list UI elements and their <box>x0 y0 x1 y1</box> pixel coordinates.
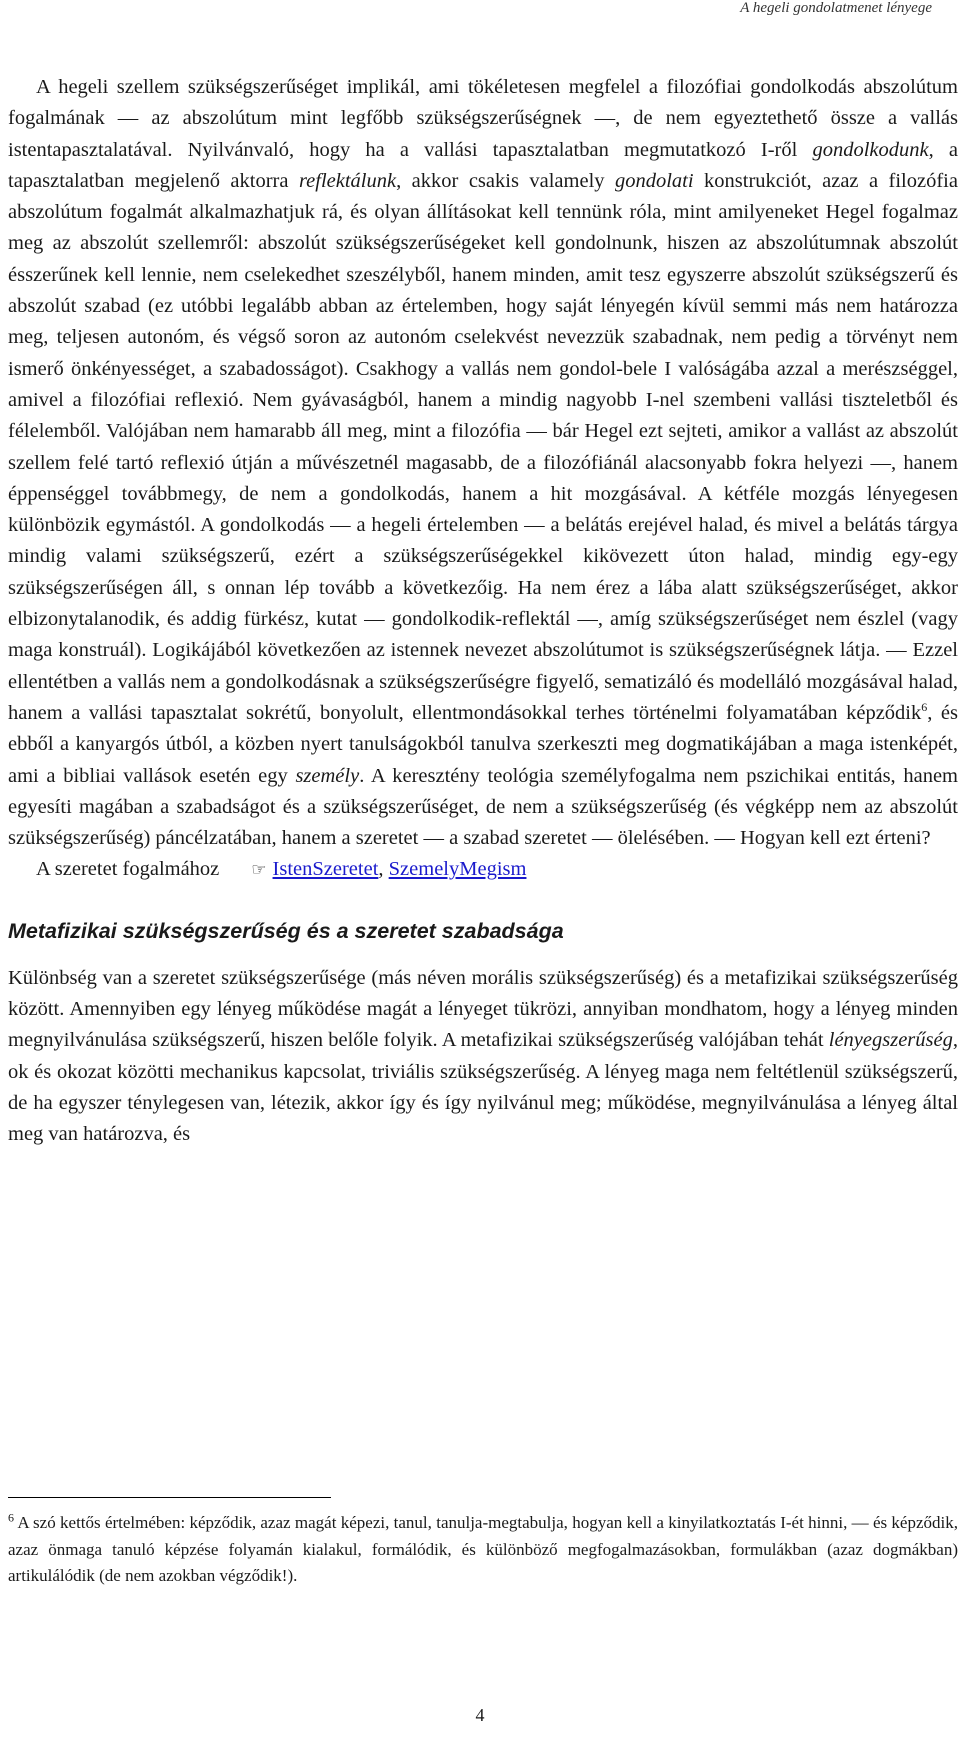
emphasis: reflektálunk <box>298 169 397 192</box>
page-number: 4 <box>475 1705 485 1725</box>
text-run: , a tapasztalatban megjelenő aktorra <box>8 138 958 192</box>
text-run: , és ebből a kanyargós útból, a közben nyert tanulságokból tanulva szerkeszti meg dogmatikájában a maga istenképét, ami a bibliai vallások esetén egy <box>8 701 959 787</box>
text-run: konstrukciót, azaz a filozófia abszolútum fogalmát alkalmazhatjuk rá, és olyan állításokat kell tennünk róla, mint amilyeneket Hegel fogalmaz meg az abszolút szellemről: abszolút szükségszerűségeket kell gondolnunk, hiszen az abszolútumnak abszolút ésszerűnek kell lennie, nem cselekedhet szeszélyből, hanem minden, amit tesz egyszerre abszolút szükségszerű és abszolút szabad (ez utóbbi legalább abban az értelemben, hogy saját lényegén kívül semmi más nem határozza meg, teljesen autonóm, és végső soron az autonóm cselekvést nevezzük szabadnak, nem pedig a törvényt nem ismerő önkényességet, a szabadosságot). Csakhogy a vallás nem gondol-bele I valóságába azzal a merészséggel, amivel a filozófiai reflexió. Nem gyávaságból, hanem a mindig nagyobb I-nel szembeni vallási tiszteletből és félelemből. Valójában nem hamarabb áll meg, mint a filozófia — bár Hegel ezt sejteti, amikor a vallást az abszolút szellem felé tartó reflexió útján a művészetnél magasabb, de a filozófiánál alacsonyabb fokra helyezi —, hanem éppenséggel továbbmegy, de nem a gondolkodás, hanem a hit mozgásával. A kétféle mozgás lényegesen különbözik egymástól. A gondolkodás — a hegeli értelemben — a belátás erejével halad, és mivel a belátás tárgya mindig valami szükségszerű, ezért a szükségszerűségekkel kikövezett úton halad, mindig egy-egy szükségszerűségen áll, s onnan lép tovább a következőig. Ha nem érez a lába alatt szükségszerűséget, akkor elbizonytalanodik, és addig fürkész, kutat — gondolkodik-reflektál —, amíg szükségszerűséget nem észlel (vagy maga konstruál). Logikájából következően az istennek nevezet abszolútumot is szükségszerűségnek látja. — Ezzel ellentétben a vallás nem a gondolkodásnak a szükségszerűségre figyelő, sematizáló és modelláló mozgásával halad, hanem a vallási tapasztalat sokrétű, bonyolult, ellentmondásokkal terhes történelmi folyamatában képződik <box>8 169 958 724</box>
text-run: A hegeli szellem szükségszerűséget implikál, ami tökéletesen megfelel a filozófiai gondolkodás abszolútum fogalmának — az abszolútum mint legfőbb szükségszerűségnek —, de nem egyeztethető össze a vallás istentapasztalatával. Nyilvánvaló, hogy ha a vallási tapasztalatban megmutatkozó I-ről <box>8 76 958 161</box>
footnote <box>8 1510 958 1590</box>
crossref-line <box>8 854 958 886</box>
main-content <box>8 72 958 1151</box>
paragraph-2 <box>8 963 958 1151</box>
paragraph-1 <box>8 72 958 854</box>
text-run: . A keresztény teológia személyfogalma nem pszichikai entitás, hanem egyesíti magában a szabadságot és a szükségszerűséget, de nem a szükségszerűség (és végképp nem az abszolút szükségszerűség) páncélzatában, hanem a szeretet — a szabad szeretet — ölelésében. — Hogyan kell ezt érteni? <box>8 764 958 850</box>
footnote-marker: 6 <box>8 1510 14 1525</box>
footnote-reference[interactable]: 6 <box>921 700 928 715</box>
running-header: A hegeli gondolatmenet lényege <box>740 0 932 16</box>
crossref-lead: A szeretet fogalmához <box>36 858 220 881</box>
section-heading: Metafizikai szükségszerűség és a szeretet szabadsága <box>8 918 564 943</box>
emphasis: lényegszerűség <box>828 1029 953 1052</box>
link-separator: , <box>378 858 384 881</box>
link-istenszeretet[interactable]: IstenSzeretet <box>272 858 379 881</box>
footnote-divider <box>8 1497 331 1498</box>
pointing-hand-icon: ☞ <box>251 860 267 881</box>
footnote-text: A szó kettős értelmében: képződik, azaz magát képezi, tanul, tanulja-megtabulja, hogyan kell a kinyilatkoztatás I-ét hinni, — és képződik, azaz önmaga tanuló képzése folyamán kialakul, formálódik, és különböző megfogalmazásokban, formulákban (azaz dogmákban) artikulálódik (de nem azokban végződik!). <box>8 1513 958 1585</box>
text-run: , akkor csakis valamely <box>396 169 615 192</box>
text-run: Különbség van a szeretet szükségszerűsége (más néven morális szükségszerűség) és a metafizikai szükségszerűség között. Amennyiben egy lényeg működése magát a lényeget tükrözi, annyiban mondhatom, hogy a lényeg minden megnyilvánulása szükségszerű, hiszen belőle folyik. A metafizikai szükségszerűség valójában tehát <box>8 966 958 1052</box>
emphasis: személy <box>295 764 360 787</box>
emphasis: gondolati <box>614 169 694 192</box>
text-run: , ok és okozat közötti mechanikus kapcsolat, triviális szükségszerűség. A lényeg maga nem feltétlenül szükségszerű, de ha egyszer ténylegesen van, létezik, akkor így és így nyilvánul meg; működése, megnyilvánulása a lényeg által meg van határozva, és <box>8 1029 958 1146</box>
link-szemelymegism[interactable]: SzemelyMegism <box>388 858 527 881</box>
emphasis: gondolkodunk <box>812 138 929 161</box>
